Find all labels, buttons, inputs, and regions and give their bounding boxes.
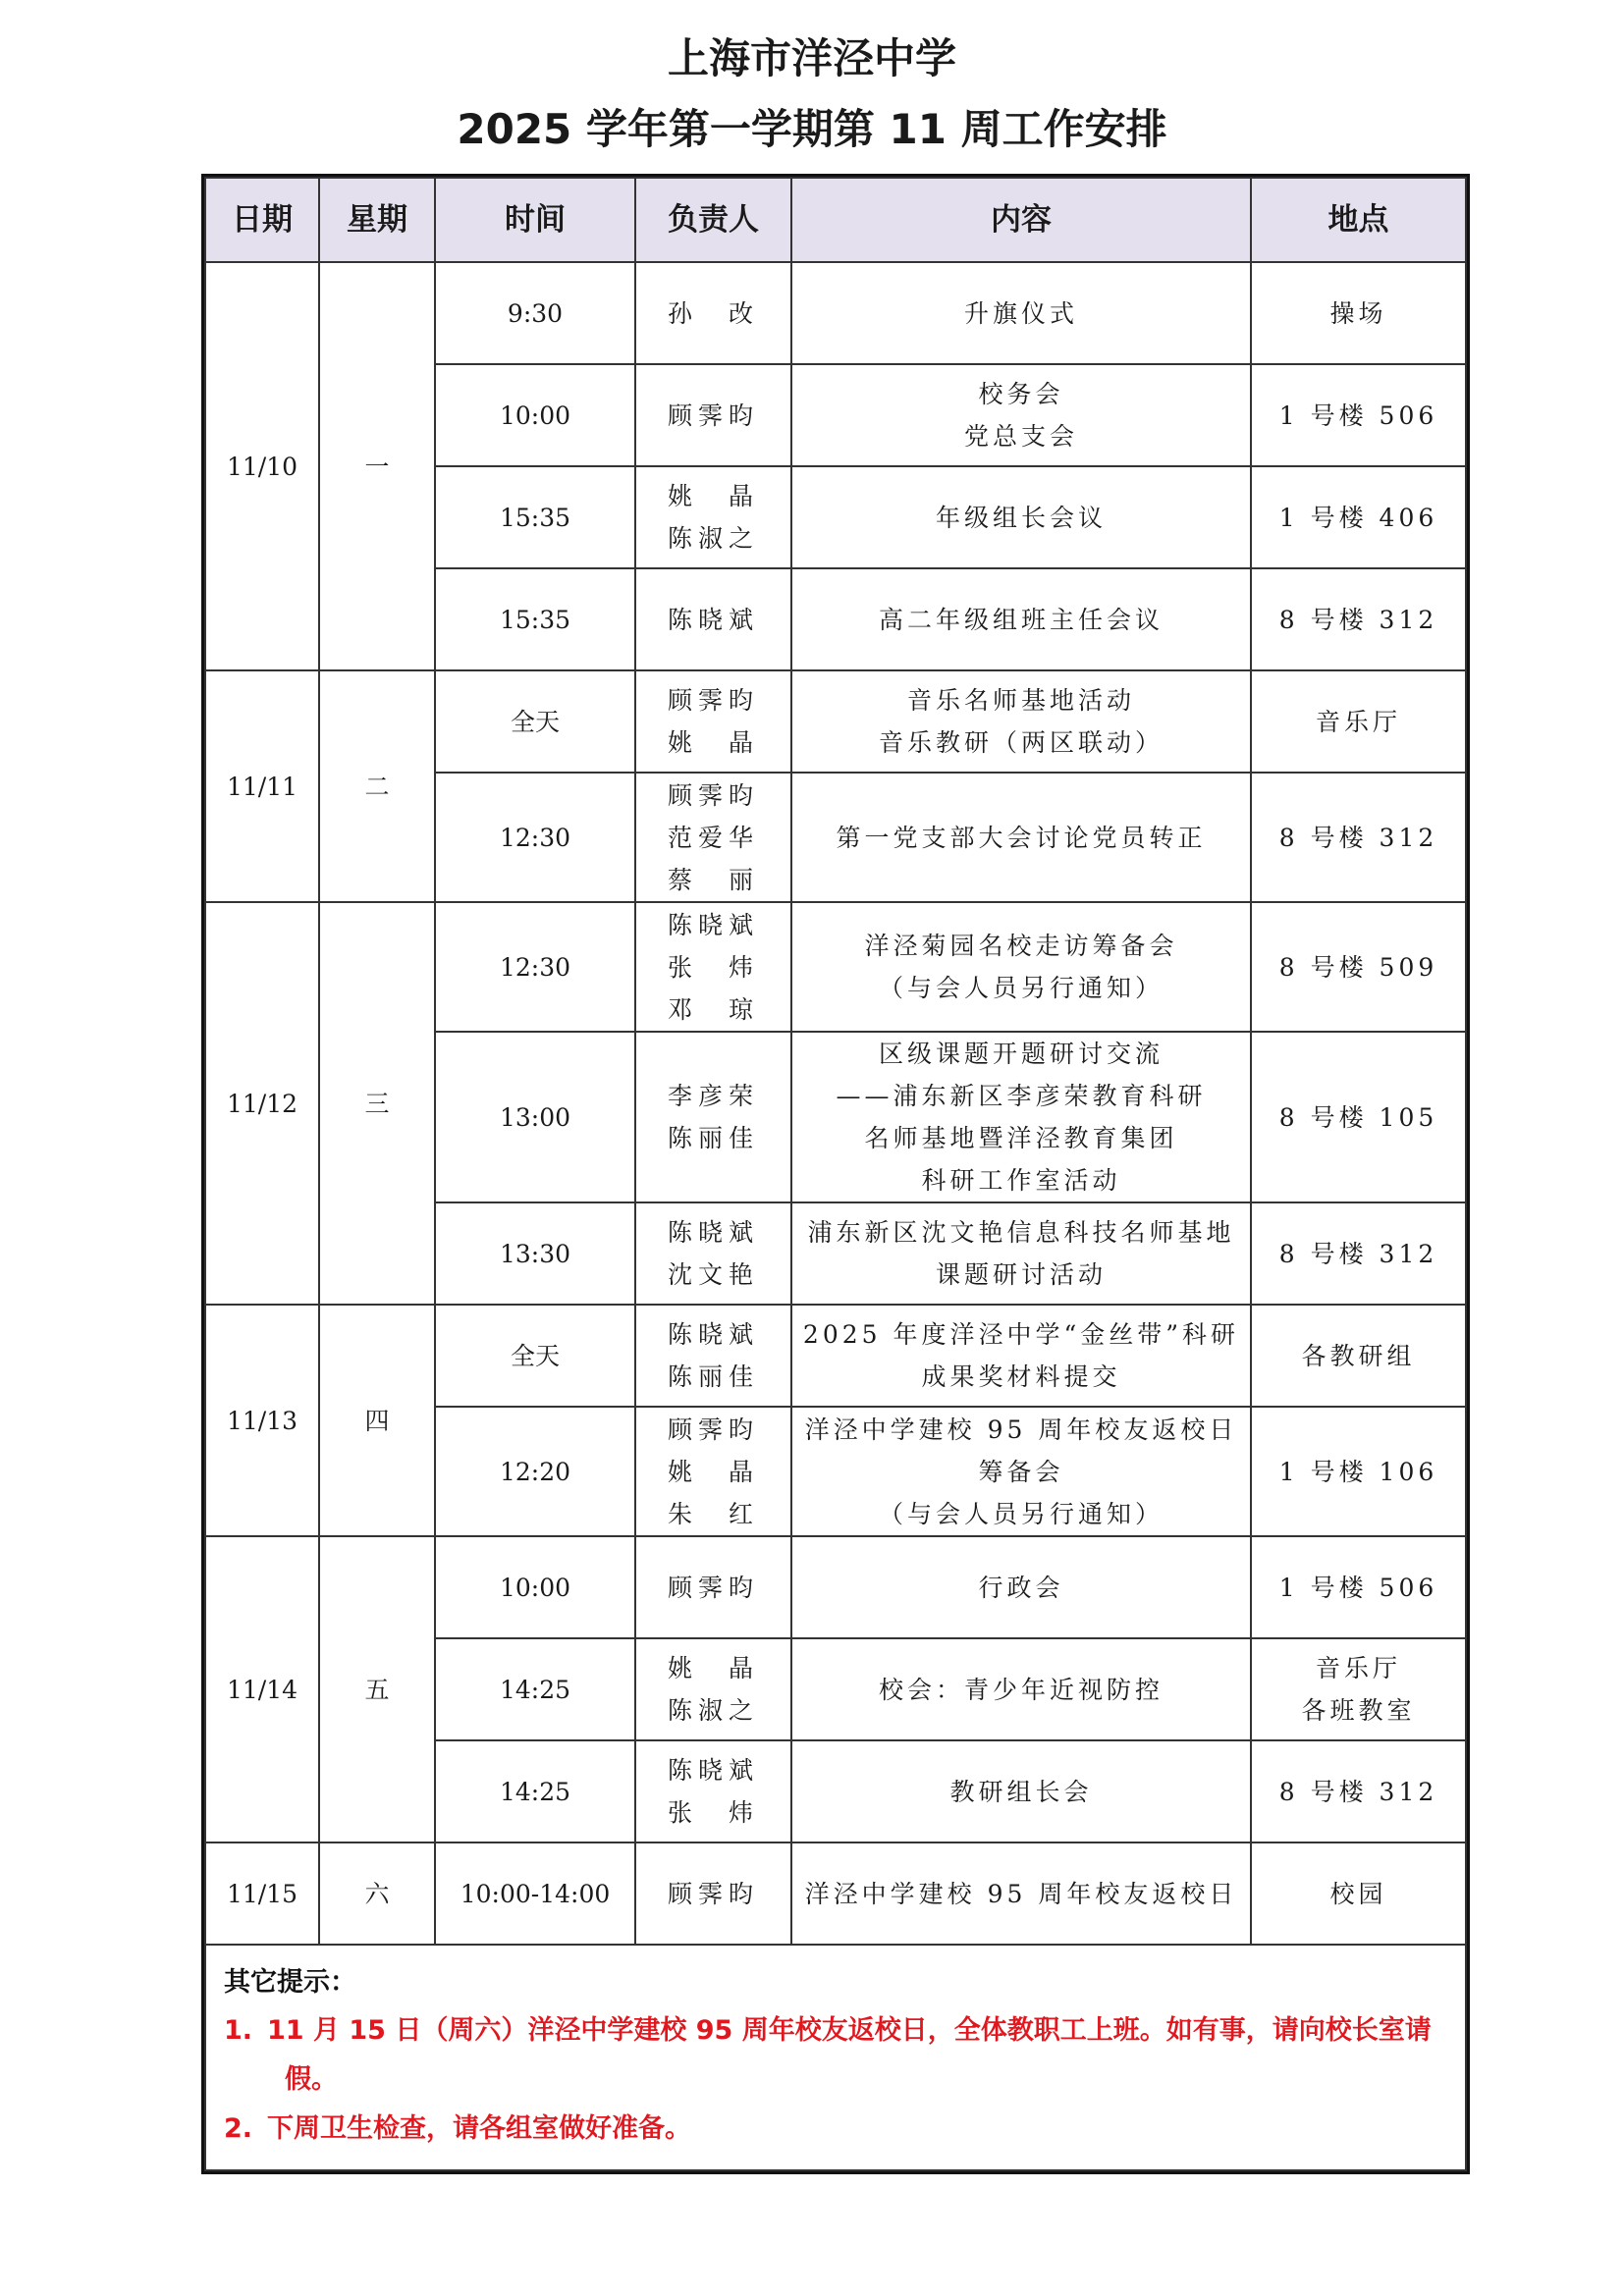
person-name: 陈丽佳 <box>667 1362 759 1391</box>
time-cell: 9:30 <box>435 262 635 364</box>
content-cell <box>791 1536 1251 1638</box>
person-cell <box>635 1638 791 1740</box>
table-row <box>205 902 1466 1032</box>
place-line: 音乐厅 <box>1315 1654 1401 1682</box>
content-line: 筹备会 <box>978 1457 1064 1486</box>
time-cell: 13:30 <box>435 1202 635 1305</box>
content-cell <box>791 1032 1251 1202</box>
person-name: 陈晓斌 <box>667 1756 759 1785</box>
person-cell <box>635 902 791 1032</box>
header-person: 负责人 <box>635 178 791 262</box>
content-line: 2025 年度洋泾中学“金丝带”科研 <box>802 1320 1240 1349</box>
time-cell: 10:00 <box>435 1536 635 1638</box>
person-name: 范爱华 <box>667 823 759 852</box>
person-name: 姚 晶 <box>667 482 759 510</box>
date-cell: 11/11 <box>205 670 319 902</box>
header-place: 地点 <box>1251 178 1466 262</box>
content-line: 科研工作室活动 <box>921 1166 1121 1195</box>
content-line: 行政会 <box>978 1573 1064 1602</box>
content-line: 成果奖材料提交 <box>921 1362 1121 1391</box>
date-cell: 11/12 <box>205 902 319 1305</box>
person-name: 姚 晶 <box>667 728 759 757</box>
person-cell <box>635 1407 791 1536</box>
content-cell <box>791 568 1251 670</box>
place-cell <box>1251 1842 1466 1945</box>
time-cell: 全天 <box>435 1305 635 1407</box>
person-name: 蔡 丽 <box>667 865 759 894</box>
table-row <box>205 670 1466 773</box>
person-name: 陈晓斌 <box>667 1218 759 1247</box>
place-line: 8 号楼 509 <box>1278 952 1438 982</box>
time-cell: 12:30 <box>435 902 635 1032</box>
content-line: ——浦东新区李彦荣教育科研 <box>836 1082 1207 1110</box>
place-cell <box>1251 1202 1466 1305</box>
person-cell <box>635 466 791 568</box>
person-name: 张 炜 <box>667 952 759 982</box>
person-name: 陈淑之 <box>667 524 759 553</box>
person-cell <box>635 1842 791 1945</box>
content-line: 升旗仪式 <box>963 298 1078 328</box>
content-cell <box>791 466 1251 568</box>
content-line: 教研组长会 <box>949 1777 1093 1806</box>
place-cell <box>1251 1740 1466 1842</box>
place-cell <box>1251 1407 1466 1536</box>
place-line: 音乐厅 <box>1315 707 1401 736</box>
weekday-cell: 二 <box>319 670 435 902</box>
content-cell <box>791 1305 1251 1407</box>
note-item <box>224 2006 1447 2105</box>
content-line: 洋泾中学建校 95 周年校友返校日 <box>804 1879 1238 1908</box>
person-name: 顾霁昀 <box>667 400 759 430</box>
content-line: 校会：青少年近视防控 <box>878 1675 1164 1704</box>
content-line: 高二年级组班主任会议 <box>878 605 1164 634</box>
person-name: 陈丽佳 <box>667 1124 759 1152</box>
place-line: 校园 <box>1329 1879 1387 1908</box>
person-name: 沈文艳 <box>667 1260 759 1289</box>
page-subtitle: 2025 学年第一学期第 11 周工作安排 <box>457 105 1167 153</box>
place-line: 8 号楼 105 <box>1278 1102 1438 1132</box>
person-cell <box>635 1202 791 1305</box>
place-line: 8 号楼 312 <box>1278 1239 1438 1268</box>
place-line: 1 号楼 506 <box>1278 1573 1438 1602</box>
content-line: 音乐教研（两区联动） <box>878 728 1164 757</box>
place-line: 各班教室 <box>1301 1696 1416 1725</box>
content-line: 课题研讨活动 <box>935 1260 1107 1289</box>
time-cell: 15:35 <box>435 466 635 568</box>
content-line: 浦东新区沈文艳信息科技名师基地 <box>807 1218 1235 1247</box>
person-name: 顾霁昀 <box>667 780 759 810</box>
time-cell: 15:35 <box>435 568 635 670</box>
weekday-cell: 一 <box>319 262 435 670</box>
notes-heading: 其它提示： <box>224 1967 356 1998</box>
time-cell: 13:00 <box>435 1032 635 1202</box>
content-cell <box>791 902 1251 1032</box>
place-cell <box>1251 1536 1466 1638</box>
person-name: 顾霁昀 <box>667 1573 759 1602</box>
person-cell <box>635 364 791 466</box>
table-row <box>205 1536 1466 1638</box>
person-cell <box>635 670 791 773</box>
note-number: 2. <box>224 2113 253 2144</box>
header-weekday: 星期 <box>319 178 435 262</box>
person-name: 陈晓斌 <box>667 605 759 634</box>
header-content: 内容 <box>791 178 1251 262</box>
content-line: 校务会 <box>978 380 1064 408</box>
person-name: 邓 琼 <box>667 994 759 1024</box>
date-cell: 11/15 <box>205 1842 319 1945</box>
table-row <box>205 262 1466 364</box>
place-cell <box>1251 568 1466 670</box>
place-cell <box>1251 466 1466 568</box>
time-cell: 10:00 <box>435 364 635 466</box>
person-name: 顾霁昀 <box>667 1879 759 1908</box>
place-cell <box>1251 773 1466 902</box>
content-line: 第一党支部大会讨论党员转正 <box>836 823 1207 852</box>
content-cell <box>791 1638 1251 1740</box>
place-line: 8 号楼 312 <box>1278 823 1438 852</box>
person-name: 陈淑之 <box>667 1696 759 1725</box>
person-cell <box>635 1740 791 1842</box>
person-cell <box>635 262 791 364</box>
place-cell <box>1251 364 1466 466</box>
content-line: 年级组长会议 <box>935 503 1107 532</box>
person-cell <box>635 773 791 902</box>
content-cell <box>791 1407 1251 1536</box>
content-cell <box>791 1202 1251 1305</box>
content-cell <box>791 262 1251 364</box>
content-line: 洋泾中学建校 95 周年校友返校日 <box>804 1415 1238 1444</box>
content-cell <box>791 670 1251 773</box>
note-item <box>224 2105 1447 2154</box>
person-name: 朱 红 <box>667 1499 759 1528</box>
place-line: 1 号楼 106 <box>1278 1457 1438 1486</box>
note-text: 11 月 15 日（周六）洋泾中学建校 95 周年校友返校日，全体教职工上班。如有事，请向校长室请假。 <box>267 2015 1432 2095</box>
place-cell <box>1251 670 1466 773</box>
time-cell: 全天 <box>435 670 635 773</box>
person-name: 孙 改 <box>667 298 759 328</box>
place-cell <box>1251 1032 1466 1202</box>
content-line: 音乐名师基地活动 <box>906 686 1135 715</box>
place-line: 1 号楼 506 <box>1278 400 1438 430</box>
person-cell <box>635 1305 791 1407</box>
schedule-table <box>204 177 1467 2171</box>
place-line: 8 号楼 312 <box>1278 1777 1438 1806</box>
date-cell: 11/14 <box>205 1536 319 1842</box>
weekday-cell: 五 <box>319 1536 435 1842</box>
weekday-cell: 四 <box>319 1305 435 1536</box>
content-line: 洋泾菊园名校走访筹备会 <box>864 932 1178 960</box>
place-cell <box>1251 262 1466 364</box>
person-name: 陈晓斌 <box>667 910 759 939</box>
person-name: 陈晓斌 <box>667 1320 759 1349</box>
content-line: （与会人员另行通知） <box>878 1499 1164 1528</box>
person-cell <box>635 1032 791 1202</box>
time-cell: 14:25 <box>435 1740 635 1842</box>
content-line: 名师基地暨洋泾教育集团 <box>864 1124 1178 1152</box>
person-cell <box>635 568 791 670</box>
table-row <box>205 1305 1466 1407</box>
place-cell <box>1251 1305 1466 1407</box>
person-name: 顾霁昀 <box>667 686 759 715</box>
time-cell: 14:25 <box>435 1638 635 1740</box>
content-cell <box>791 773 1251 902</box>
content-line: 区级课题开题研讨交流 <box>878 1040 1164 1068</box>
person-name: 顾霁昀 <box>667 1415 759 1444</box>
header-time: 时间 <box>435 178 635 262</box>
page-title: 上海市洋泾中学 <box>667 34 956 82</box>
note-text: 下周卫生检查，请各组室做好准备。 <box>267 2113 691 2144</box>
person-name: 姚 晶 <box>667 1457 759 1486</box>
header-date: 日期 <box>205 178 319 262</box>
content-cell <box>791 1740 1251 1842</box>
notes-cell <box>205 1945 1466 2170</box>
table-header-row <box>205 178 1466 262</box>
place-line: 操场 <box>1329 298 1387 328</box>
time-cell: 12:20 <box>435 1407 635 1536</box>
time-cell: 10:00-14:00 <box>435 1842 635 1945</box>
notes-row <box>205 1945 1466 2170</box>
content-cell <box>791 1842 1251 1945</box>
place-line: 各教研组 <box>1301 1341 1416 1370</box>
content-line: 党总支会 <box>963 422 1078 451</box>
date-cell: 11/10 <box>205 262 319 670</box>
note-number: 1. <box>224 2015 253 2046</box>
time-cell: 12:30 <box>435 773 635 902</box>
person-name: 张 炜 <box>667 1798 759 1827</box>
table-row <box>205 1842 1466 1945</box>
person-name: 李彦荣 <box>667 1082 759 1110</box>
person-name: 姚 晶 <box>667 1654 759 1682</box>
weekday-cell: 六 <box>319 1842 435 1945</box>
date-cell: 11/13 <box>205 1305 319 1536</box>
content-line: （与会人员另行通知） <box>878 974 1164 1002</box>
place-cell <box>1251 1638 1466 1740</box>
place-cell <box>1251 902 1466 1032</box>
place-line: 1 号楼 406 <box>1278 503 1438 532</box>
weekday-cell: 三 <box>319 902 435 1305</box>
place-line: 8 号楼 312 <box>1278 605 1438 634</box>
person-cell <box>635 1536 791 1638</box>
content-cell <box>791 364 1251 466</box>
